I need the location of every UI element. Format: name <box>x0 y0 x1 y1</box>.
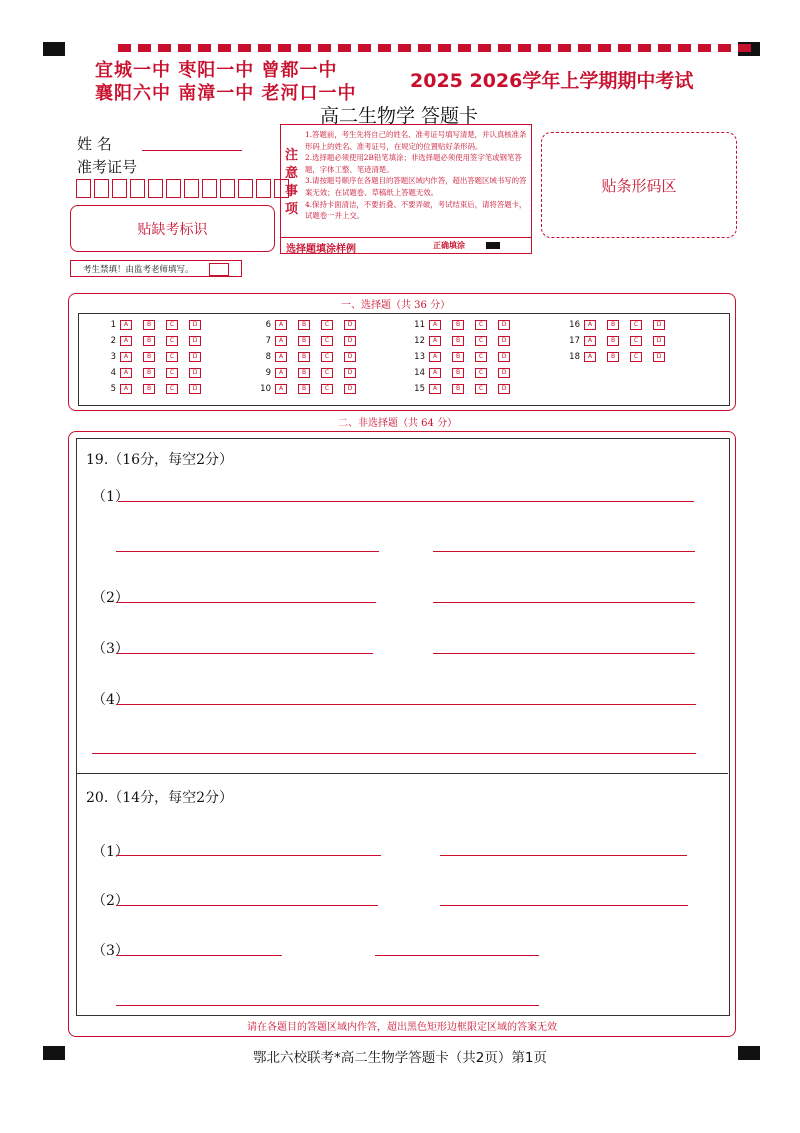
mc-option-bubble[interactable]: D <box>189 384 201 394</box>
mc-option-bubble[interactable]: D <box>653 352 665 362</box>
mc-option-bubble[interactable]: B <box>298 352 310 362</box>
mc-option-bubble[interactable]: D <box>498 368 510 378</box>
mc-option-bubble[interactable]: A <box>120 320 132 330</box>
answer-line[interactable] <box>433 602 695 603</box>
mc-option-bubble[interactable]: A <box>429 336 441 346</box>
mc-question-number: 10 <box>260 384 271 394</box>
q19-sub-1: （1） <box>92 489 129 505</box>
mc-option-bubble[interactable]: D <box>189 352 201 362</box>
mc-option-bubble[interactable]: A <box>584 352 596 362</box>
notice-item: 2.选择题必须使用2B铅笔填涂；非选择题必须使用签字笔或钢笔答题，字体工整、笔迹清楚。 <box>305 153 522 174</box>
mc-option-bubble[interactable]: A <box>584 320 596 330</box>
exam-title: 2025 2026学年上学期期中考试 <box>410 70 694 92</box>
mc-option-bubble[interactable]: C <box>166 384 178 394</box>
mc-option-bubble[interactable]: A <box>120 336 132 346</box>
mc-option-bubble[interactable]: C <box>321 320 333 330</box>
mc-option-bubble[interactable]: C <box>630 320 642 330</box>
mc-question-number: 15 <box>414 384 425 394</box>
mc-question <box>405 352 521 362</box>
mc-question <box>560 352 676 362</box>
mc-question <box>560 336 676 346</box>
answer-line[interactable] <box>116 704 696 705</box>
mc-option-bubble[interactable]: D <box>498 336 510 346</box>
mc-option-bubble[interactable]: C <box>475 384 487 394</box>
id-digit-cell[interactable] <box>76 179 91 198</box>
mc-option-bubble[interactable]: A <box>275 336 287 346</box>
mc-option-bubble[interactable]: D <box>344 384 356 394</box>
mc-question <box>251 384 367 394</box>
mc-option-bubble[interactable]: C <box>321 336 333 346</box>
answer-line[interactable] <box>116 653 373 654</box>
q19-sub-2: （2） <box>92 590 129 606</box>
mc-option-bubble[interactable]: B <box>143 368 155 378</box>
mc-question-number: 6 <box>265 320 271 330</box>
mc-option-bubble[interactable]: B <box>298 368 310 378</box>
answer-line[interactable] <box>116 905 378 906</box>
mc-question <box>405 336 521 346</box>
mc-option-bubble[interactable]: B <box>452 352 464 362</box>
mc-option-bubble[interactable]: B <box>298 320 310 330</box>
proctor-only-box <box>70 260 242 277</box>
card-title: 高二生物学 答题卡 <box>320 105 479 127</box>
mc-option-bubble[interactable]: D <box>653 336 665 346</box>
barcode-area <box>541 132 737 238</box>
id-digit-cell[interactable] <box>220 179 235 198</box>
mc-question-number: 12 <box>414 336 425 346</box>
answer-line[interactable] <box>433 653 695 654</box>
mc-option-bubble[interactable]: A <box>429 320 441 330</box>
answer-line[interactable] <box>118 501 694 502</box>
mc-option-bubble[interactable]: A <box>584 336 596 346</box>
mc-option-bubble[interactable]: C <box>166 352 178 362</box>
mc-option-bubble[interactable]: A <box>429 368 441 378</box>
mc-option-bubble[interactable]: D <box>344 336 356 346</box>
mc-question-number: 11 <box>414 320 425 330</box>
mc-question-number: 2 <box>110 336 116 346</box>
mc-option-bubble[interactable]: C <box>475 352 487 362</box>
answer-line[interactable] <box>116 1005 539 1006</box>
mc-question-number: 5 <box>110 384 116 394</box>
mc-option-bubble[interactable]: D <box>344 368 356 378</box>
fill-sample-label: 选择题填涂样例 <box>286 244 356 255</box>
mc-question <box>405 384 521 394</box>
q20-sub-1: （1） <box>92 844 129 860</box>
id-digit-cell[interactable] <box>184 179 199 198</box>
answer-line[interactable] <box>375 955 539 956</box>
fr-section-title: 二、非选择题（共 64 分） <box>338 418 458 429</box>
answer-line[interactable] <box>116 602 376 603</box>
answer-area-warning: 请在各题目的答题区域内作答，超出黑色矩形边框限定区域的答案无效 <box>247 1022 557 1033</box>
mc-option-bubble[interactable]: B <box>607 320 619 330</box>
answer-line[interactable] <box>440 905 688 906</box>
id-number-cells[interactable] <box>76 179 292 198</box>
q19-sub-3: （3） <box>92 641 129 657</box>
mc-option-bubble[interactable]: B <box>452 368 464 378</box>
mc-question <box>96 336 212 346</box>
mc-option-bubble[interactable]: C <box>321 368 333 378</box>
mc-option-bubble[interactable]: A <box>120 352 132 362</box>
correct-fill-label: 正确填涂 <box>433 240 465 250</box>
mc-question-number: 1 <box>110 320 116 330</box>
mc-option-bubble[interactable]: D <box>344 320 356 330</box>
id-digit-cell[interactable] <box>148 179 163 198</box>
answer-line[interactable] <box>116 855 381 856</box>
mc-option-bubble[interactable]: D <box>498 352 510 362</box>
mc-option-bubble[interactable]: C <box>630 336 642 346</box>
mc-question <box>251 320 367 330</box>
id-digit-cell[interactable] <box>202 179 217 198</box>
mc-option-bubble[interactable]: B <box>298 384 310 394</box>
name-label: 姓 名 <box>77 135 112 153</box>
mc-question <box>96 352 212 362</box>
id-digit-cell[interactable] <box>166 179 181 198</box>
notice-item: 1.答题前，考生先将自己的姓名、准考证号填写清楚，并认真核准条形码上的姓名、准考证号，在规定的位置贴好条形码。 <box>305 130 527 151</box>
mc-question-number: 3 <box>110 352 116 362</box>
mc-question-number: 7 <box>265 336 271 346</box>
mc-option-bubble[interactable]: A <box>275 368 287 378</box>
absence-sticker-label: 贴缺考标识 <box>137 221 208 238</box>
mc-question <box>96 320 212 330</box>
mc-question <box>405 368 521 378</box>
mc-option-bubble[interactable]: C <box>321 352 333 362</box>
id-digit-cell[interactable] <box>94 179 109 198</box>
mc-section-title: 一、选择题（共 36 分） <box>341 300 451 311</box>
id-label: 准考证号 <box>77 158 138 176</box>
mc-option-bubble[interactable]: A <box>429 352 441 362</box>
mc-option-bubble[interactable]: D <box>498 320 510 330</box>
mc-option-bubble[interactable]: C <box>475 320 487 330</box>
proctor-only-note: 考生禁填！由监考老师填写。 <box>83 264 194 275</box>
answer-line[interactable] <box>433 551 695 552</box>
mc-option-bubble[interactable]: A <box>429 384 441 394</box>
mc-question <box>405 320 521 330</box>
schools-line-2: 襄阳六中 南漳一中 老河口一中 <box>95 83 357 104</box>
mc-option-bubble[interactable]: C <box>630 352 642 362</box>
mc-option-bubble[interactable]: B <box>143 320 155 330</box>
id-digit-cell[interactable] <box>256 179 271 198</box>
proctor-checkbox[interactable] <box>209 263 229 276</box>
notice-side-title: 注 意 事 项 <box>285 148 299 217</box>
mc-option-bubble[interactable]: A <box>275 352 287 362</box>
mc-option-bubble[interactable]: B <box>143 336 155 346</box>
mc-option-bubble[interactable]: B <box>143 384 155 394</box>
answer-line[interactable] <box>92 753 696 754</box>
top-dashed-border <box>118 44 758 52</box>
notice-items <box>305 129 527 222</box>
mc-option-bubble[interactable]: C <box>166 336 178 346</box>
mc-question <box>560 320 676 330</box>
id-digit-cell[interactable] <box>238 179 253 198</box>
page-footer: 鄂北六校联考*高二生物学答题卡（共2页）第1页 <box>253 1050 547 1066</box>
mc-question <box>96 384 212 394</box>
mc-option-bubble[interactable]: D <box>653 320 665 330</box>
mc-option-bubble[interactable]: B <box>298 336 310 346</box>
name-field[interactable] <box>142 150 242 151</box>
id-digit-cell[interactable] <box>130 179 145 198</box>
fr-answer-area <box>76 438 730 1016</box>
mc-question <box>251 368 367 378</box>
notice-item: 4.保持卡面清洁，不要折叠、不要弄破，考试结束后，请将答题卡，试题卷一并上交。 <box>305 199 527 221</box>
barcode-label: 贴条形码区 <box>601 176 677 195</box>
q20-sub-2: （2） <box>92 893 129 909</box>
mc-question-number: 18 <box>569 352 580 362</box>
mc-question-number: 13 <box>414 352 425 362</box>
mc-option-bubble[interactable]: C <box>166 368 178 378</box>
mc-question-number: 17 <box>569 336 580 346</box>
mc-option-bubble[interactable]: D <box>344 352 356 362</box>
mc-option-bubble[interactable]: C <box>475 336 487 346</box>
mc-question <box>96 368 212 378</box>
mc-option-bubble[interactable]: A <box>275 320 287 330</box>
mc-option-bubble[interactable]: B <box>452 336 464 346</box>
mc-question-number: 16 <box>569 320 580 330</box>
mc-option-bubble[interactable]: D <box>189 320 201 330</box>
mc-option-bubble[interactable]: C <box>166 320 178 330</box>
q20-sub-3: （3） <box>92 943 129 959</box>
mc-option-bubble[interactable]: C <box>475 368 487 378</box>
mc-question-number: 14 <box>414 368 425 378</box>
mc-option-bubble[interactable]: A <box>275 384 287 394</box>
mc-option-bubble[interactable]: B <box>607 352 619 362</box>
q19-sub-4: （4） <box>92 692 129 708</box>
question-divider <box>76 773 728 774</box>
fill-sample-row <box>281 237 531 254</box>
answer-line[interactable] <box>440 855 687 856</box>
mc-option-bubble[interactable]: B <box>452 320 464 330</box>
mc-question-number: 9 <box>265 368 271 378</box>
absence-sticker-box <box>70 205 275 252</box>
id-digit-cell[interactable] <box>112 179 127 198</box>
notice-item: 3.请按题号顺序在各题目的答题区域内作答，超出答题区域书写的答案无效；在试题卷、草稿纸上答题无效。 <box>305 176 527 197</box>
mc-question-number: 4 <box>110 368 116 378</box>
mc-option-bubble[interactable]: B <box>143 352 155 362</box>
mc-option-bubble[interactable]: D <box>189 368 201 378</box>
mc-option-bubble[interactable]: A <box>120 368 132 378</box>
mc-option-bubble[interactable]: D <box>189 336 201 346</box>
q20-heading: 20.（14分，每空2分） <box>86 790 233 806</box>
notice-box <box>280 124 532 254</box>
mc-question <box>251 336 367 346</box>
mc-option-bubble[interactable]: B <box>452 384 464 394</box>
mc-question <box>251 352 367 362</box>
mc-question-number: 8 <box>265 352 271 362</box>
answer-line[interactable] <box>116 551 379 552</box>
q19-heading: 19.（16分，每空2分） <box>86 452 233 468</box>
mc-option-bubble[interactable]: A <box>120 384 132 394</box>
mc-option-bubble[interactable]: D <box>498 384 510 394</box>
schools-line-1: 宜城一中 枣阳一中 曾都一中 <box>95 60 338 81</box>
mc-option-bubble[interactable]: B <box>607 336 619 346</box>
mc-option-bubble[interactable]: C <box>321 384 333 394</box>
answer-line[interactable] <box>116 955 282 956</box>
correct-fill-sample <box>486 242 500 249</box>
registration-mark <box>43 42 65 56</box>
